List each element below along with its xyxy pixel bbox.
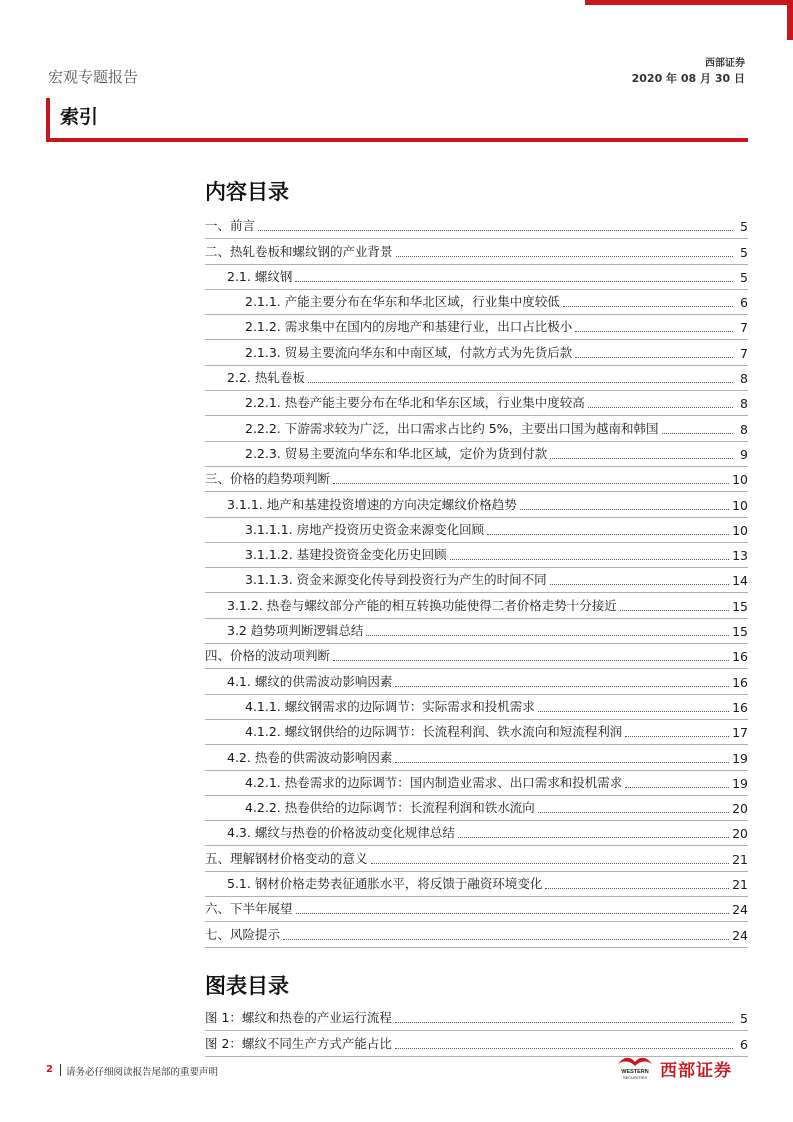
toc-dot-leader <box>308 382 733 383</box>
toc-entry-page: 15 <box>732 624 748 640</box>
toc-entry-title: 六、下半年展望 <box>205 901 293 917</box>
toc-entry-page: 24 <box>732 902 748 918</box>
toc-heading: 内容目录 <box>205 180 289 204</box>
toc-dot-leader <box>575 357 733 358</box>
toc-entry-page: 15 <box>732 598 748 614</box>
toc-entry-title: 四、价格的波动项判断 <box>205 648 331 664</box>
toc-dot-leader <box>366 635 729 636</box>
toc-entry[interactable] <box>205 340 748 365</box>
toc-entry-page: 16 <box>732 699 748 715</box>
toc-entry-title: 三、价格的趋势项判断 <box>205 471 331 487</box>
toc-entry-title: 图 1：螺纹和热卷的产业运行流程 <box>205 1010 392 1026</box>
report-type: 宏观专题报告 <box>48 68 139 86</box>
toc-entry-page: 10 <box>732 472 748 488</box>
toc-entry-title: 2.1.1. 产能主要分布在华东和华北区域，行业集中度较低 <box>245 294 560 310</box>
toc-entry-title: 2.1.2. 需求集中在国内的房地产和基建行业，出口占比极小 <box>245 319 573 335</box>
toc-entry-title: 五、理解钢材价格变动的意义 <box>205 850 368 866</box>
toc-entry-title: 图 2：螺纹不同生产方式产能占比 <box>205 1035 392 1051</box>
toc-entry-title: 4.2.1. 热卷需求的边际调节：国内制造业需求、出口需求和投机需求 <box>245 774 623 790</box>
toc-list <box>205 214 748 948</box>
corner-accent-horizontal <box>585 0 793 5</box>
toc-dot-leader <box>296 913 730 914</box>
toc-entry-page: 5 <box>740 219 748 235</box>
toc-dot-leader <box>258 230 733 231</box>
toc-entry-title: 一、前言 <box>205 218 256 234</box>
toc-dot-leader <box>545 888 729 889</box>
toc-dot-leader <box>662 433 733 434</box>
toc-entry[interactable] <box>205 290 748 315</box>
toc-entry-page: 5 <box>740 1011 748 1027</box>
toc-entry-title: 5.1. 钢材价格走势表征通胀水平，将反馈于融资环境变化 <box>227 876 543 892</box>
toc-entry[interactable] <box>205 315 748 340</box>
toc-entry[interactable] <box>205 593 748 618</box>
figures-list <box>205 1006 748 1057</box>
header-brand: 西部证券 <box>705 58 745 69</box>
toc-dot-leader <box>295 281 733 282</box>
toc-entry[interactable] <box>205 644 748 669</box>
toc-entry-title: 七、风险提示 <box>205 926 281 942</box>
toc-entry[interactable] <box>205 872 748 897</box>
toc-dot-leader <box>458 837 729 838</box>
toc-dot-leader <box>625 736 729 737</box>
toc-dot-leader <box>395 762 729 763</box>
toc-dot-leader <box>588 407 733 408</box>
toc-dot-leader <box>395 686 729 687</box>
toc-entry-title: 2.2.1. 热卷产能主要分布在华北和华东区域，行业集中度较高 <box>245 395 585 411</box>
toc-dot-leader <box>487 534 729 535</box>
toc-entry-page: 16 <box>732 674 748 690</box>
toc-entry[interactable] <box>205 846 748 871</box>
toc-dot-leader <box>395 1048 733 1049</box>
toc-entry-title: 3.1.1.2. 基建投资资金变化历史回顾 <box>245 547 447 563</box>
toc-entry[interactable] <box>205 214 748 239</box>
toc-entry[interactable] <box>205 492 748 517</box>
toc-entry-page: 8 <box>740 371 748 387</box>
toc-entry-page: 9 <box>740 446 748 462</box>
report-date: 2020 年 08 月 30 日 <box>631 72 745 85</box>
toc-entry-page: 5 <box>740 244 748 260</box>
toc-entry-title: 3.1.1. 地产和基建投资增速的方向决定螺纹价格趋势 <box>227 496 517 512</box>
toc-dot-leader <box>575 331 733 332</box>
toc-entry[interactable] <box>205 391 748 416</box>
footer-separator <box>60 1064 61 1076</box>
toc-entry[interactable] <box>205 1006 748 1031</box>
toc-dot-leader <box>538 711 729 712</box>
footer-disclaimer: 请务必仔细阅读报告尾部的重要声明 <box>66 1067 219 1078</box>
toc-entry[interactable] <box>205 619 748 644</box>
toc-entry-page: 19 <box>732 775 748 791</box>
toc-entry[interactable] <box>205 568 748 593</box>
footer-page-number: 2 <box>46 1064 53 1075</box>
toc-entry-page: 14 <box>732 573 748 589</box>
toc-entry[interactable] <box>205 518 748 543</box>
toc-dot-leader <box>396 256 733 257</box>
toc-entry-page: 16 <box>732 649 748 665</box>
toc-dot-leader <box>333 660 729 661</box>
logo-en-line1: WESTERN <box>621 1069 649 1075</box>
toc-entry[interactable] <box>205 467 748 492</box>
toc-entry-title: 4.2.2. 热卷供给的边际调节：长流程利润和铁水流向 <box>245 800 535 816</box>
toc-entry-title: 2.2.2. 下游需求较为广泛，出口需求占比约 5%，主要出口国为越南和韩国 <box>245 420 659 436</box>
toc-entry-page: 24 <box>732 927 748 943</box>
toc-dot-leader <box>333 483 729 484</box>
toc-entry-title: 2.1.3. 贸易主要流向华东和中南区域，付款方式为先货后款 <box>245 344 573 360</box>
toc-entry-title: 3.1.1.1. 房地产投资历史资金来源变化回顾 <box>245 521 485 537</box>
toc-entry[interactable] <box>205 366 748 391</box>
toc-entry-title: 4.1. 螺纹的供需波动影响因素 <box>227 673 393 689</box>
toc-dot-leader <box>450 559 729 560</box>
toc-dot-leader <box>625 787 729 788</box>
toc-entry[interactable] <box>205 745 748 770</box>
toc-entry-page: 13 <box>732 548 748 564</box>
toc-entry-page: 21 <box>732 877 748 893</box>
section-title: 索引 <box>60 106 99 128</box>
toc-dot-leader <box>283 939 729 940</box>
toc-entry-page: 10 <box>732 497 748 513</box>
toc-entry[interactable] <box>205 1031 748 1056</box>
toc-entry-page: 20 <box>732 801 748 817</box>
toc-entry-page: 19 <box>732 750 748 766</box>
corner-accent-vertical <box>787 0 793 40</box>
logo-text: 西部证券 <box>660 1061 732 1081</box>
toc-dot-leader <box>395 1022 733 1023</box>
toc-entry-page: 8 <box>740 396 748 412</box>
toc-entry-title: 二、热轧卷板和螺纹钢的产业背景 <box>205 243 393 259</box>
toc-entry-title: 4.3. 螺纹与热卷的价格波动变化规律总结 <box>227 825 455 841</box>
toc-entry-title: 2.2. 热轧卷板 <box>227 370 305 386</box>
toc-entry[interactable] <box>205 416 748 441</box>
toc-entry[interactable] <box>205 720 748 745</box>
toc-entry-page: 5 <box>740 269 748 285</box>
toc-entry-page: 7 <box>740 345 748 361</box>
toc-entry-title: 3.1.2. 热卷与螺纹部分产能的相互转换功能使得二者价格走势十分接近 <box>227 597 617 613</box>
toc-entry-title: 2.2.3. 贸易主要流向华东和华北区域，定价为货到付款 <box>245 445 548 461</box>
toc-dot-leader <box>371 863 730 864</box>
toc-entry[interactable] <box>205 543 748 568</box>
toc-entry-page: 17 <box>732 725 748 741</box>
section-rule <box>46 138 748 142</box>
toc-entry[interactable] <box>205 669 748 694</box>
toc-entry-title: 2.1. 螺纹钢 <box>227 268 293 284</box>
toc-entry-title: 4.1.2. 螺纹钢供给的边际调节：长流程利润、铁水流向和短流程利润 <box>245 724 623 740</box>
toc-dot-leader <box>538 812 729 813</box>
toc-entry[interactable] <box>205 821 748 846</box>
toc-dot-leader <box>550 584 729 585</box>
toc-entry[interactable] <box>205 695 748 720</box>
section-title-bar <box>46 98 50 138</box>
toc-entry-title: 4.2. 热卷的供需波动影响因素 <box>227 749 393 765</box>
toc-entry-page: 21 <box>732 851 748 867</box>
toc-dot-leader <box>550 458 733 459</box>
toc-entry-title: 4.1.1. 螺纹钢需求的边际调节：实际需求和投机需求 <box>245 698 535 714</box>
toc-entry-title: 3.2 趋势项判断逻辑总结 <box>227 623 364 639</box>
toc-entry[interactable] <box>205 922 748 947</box>
toc-entry-page: 6 <box>740 1036 748 1052</box>
toc-entry[interactable] <box>205 265 748 290</box>
toc-entry[interactable] <box>205 239 748 264</box>
toc-entry[interactable] <box>205 771 748 796</box>
toc-dot-leader <box>520 509 729 510</box>
toc-entry[interactable] <box>205 796 748 821</box>
toc-entry[interactable] <box>205 897 748 922</box>
toc-entry[interactable] <box>205 442 748 467</box>
toc-entry-page: 10 <box>732 522 748 538</box>
toc-dot-leader <box>563 306 733 307</box>
logo-en-line2: SECURITIES <box>622 1075 648 1080</box>
toc-entry-title: 3.1.1.3. 资金来源变化传导到投资行为产生的时间不同 <box>245 572 547 588</box>
toc-entry-page: 6 <box>740 295 748 311</box>
toc-entry-page: 20 <box>732 826 748 842</box>
figures-heading: 图表目录 <box>205 974 289 998</box>
western-securities-logo-icon <box>612 1054 658 1080</box>
toc-entry-page: 8 <box>740 421 748 437</box>
toc-entry-page: 7 <box>740 320 748 336</box>
toc-dot-leader <box>620 610 729 611</box>
